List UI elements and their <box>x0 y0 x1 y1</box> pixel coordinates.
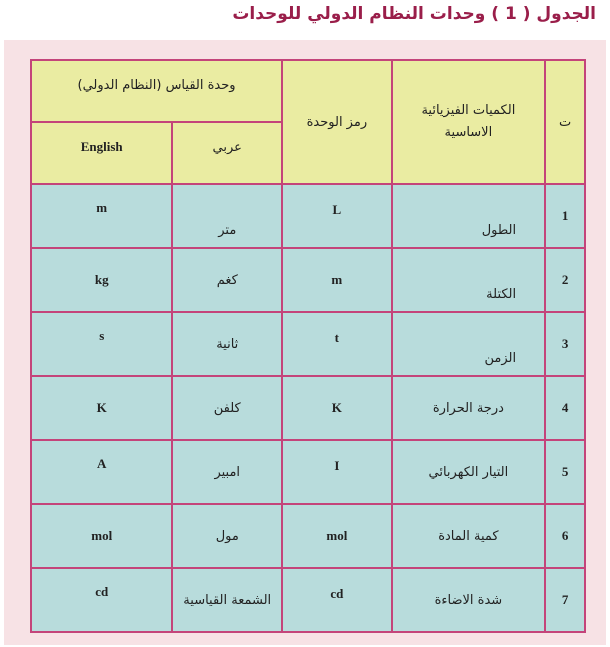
cell-number: 7 <box>545 568 585 632</box>
cell-quantity: الطول <box>392 184 545 248</box>
cell-arabic: مول <box>172 504 282 568</box>
page-title: الجدول ( 1 ) وحدات النظام الدولي للوحدات <box>232 4 596 24</box>
table-row <box>31 440 585 504</box>
header-number: ت <box>545 60 585 184</box>
cell-number: 1 <box>545 184 585 248</box>
header-quantity-line1: الكميات الفيزيائية <box>421 103 516 118</box>
cell-number: 3 <box>545 312 585 376</box>
cell-arabic: متر <box>172 184 282 248</box>
cell-number: 2 <box>545 248 585 312</box>
cell-quantity: كمية المادة <box>392 504 545 568</box>
table-row <box>31 504 585 568</box>
cell-quantity: الزمن <box>392 312 545 376</box>
cell-symbol: I <box>282 440 392 504</box>
header-arabic: عربي <box>172 122 282 184</box>
cell-symbol: m <box>282 248 392 312</box>
cell-english: K <box>31 376 172 440</box>
cell-english: m <box>31 184 172 248</box>
table-row <box>31 312 585 376</box>
cell-quantity: التيار الكهربائي <box>392 440 545 504</box>
cell-english: s <box>31 312 172 376</box>
cell-arabic: كلفن <box>172 376 282 440</box>
header-quantity <box>392 60 545 184</box>
table-row <box>31 376 585 440</box>
cell-symbol: mol <box>282 504 392 568</box>
header-quantity-line2: الاساسية <box>444 125 493 140</box>
table-row <box>31 568 585 632</box>
cell-english: A <box>31 440 172 504</box>
cell-english: mol <box>31 504 172 568</box>
cell-quantity: درجة الحرارة <box>392 376 545 440</box>
cell-quantity: شدة الاضاءة <box>392 568 545 632</box>
cell-symbol: L <box>282 184 392 248</box>
cell-quantity: الكتلة <box>392 248 545 312</box>
cell-english: cd <box>31 568 172 632</box>
table-row <box>31 184 585 248</box>
header-english: English <box>31 122 172 184</box>
cell-symbol: t <box>282 312 392 376</box>
table-row <box>31 248 585 312</box>
cell-english: kg <box>31 248 172 312</box>
cell-arabic: امبير <box>172 440 282 504</box>
cell-arabic: الشمعة القياسية <box>172 568 282 632</box>
cell-symbol: K <box>282 376 392 440</box>
header-symbol: رمز الوحدة <box>282 60 392 184</box>
header-unit-group: وحدة القياس (النظام الدولي) <box>31 60 282 122</box>
cell-arabic: كغم <box>172 248 282 312</box>
cell-number: 4 <box>545 376 585 440</box>
cell-number: 6 <box>545 504 585 568</box>
cell-symbol: cd <box>282 568 392 632</box>
cell-arabic: ثانية <box>172 312 282 376</box>
cell-number: 5 <box>545 440 585 504</box>
si-units-table <box>30 59 586 633</box>
